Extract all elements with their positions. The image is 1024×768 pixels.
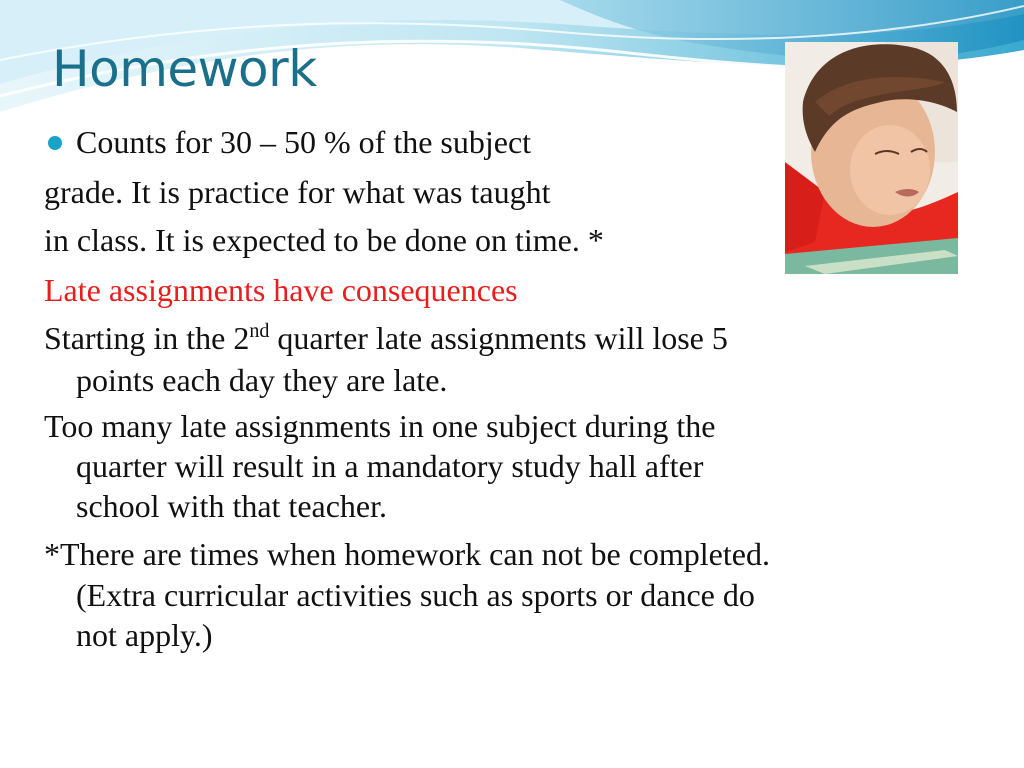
exceptions-line-1: *There are times when homework can not be completed.	[44, 536, 770, 572]
study-hall-line-2: quarter will result in a mandatory study hall after	[76, 448, 704, 484]
exceptions-line-3: not apply.)	[76, 617, 213, 653]
exceptions-line-2: (Extra curricular activities such as sports or dance do	[76, 577, 755, 613]
slide-title: Homework	[52, 40, 317, 98]
bullet-text-line-2: grade. It is practice for what was taught	[44, 174, 551, 210]
bullet-text-line-3: in class. It is expected to be done on time. *	[44, 222, 604, 258]
late-policy-line-2: points each day they are late.	[76, 362, 448, 398]
study-hall-line-3: school with that teacher.	[76, 488, 388, 524]
bullet-dot-icon	[48, 136, 62, 150]
late-assignments-warning: Late assignments have consequences	[44, 272, 518, 308]
late-policy-line-1: Starting in the 2nd quarter late assignments will lose 5	[44, 320, 728, 356]
bullet-text-line-1: Counts for 30 – 50 % of the subject	[76, 124, 532, 160]
study-hall-line-1: Too many late assignments in one subject during the	[44, 408, 716, 444]
boy-reading-photo	[785, 42, 958, 274]
